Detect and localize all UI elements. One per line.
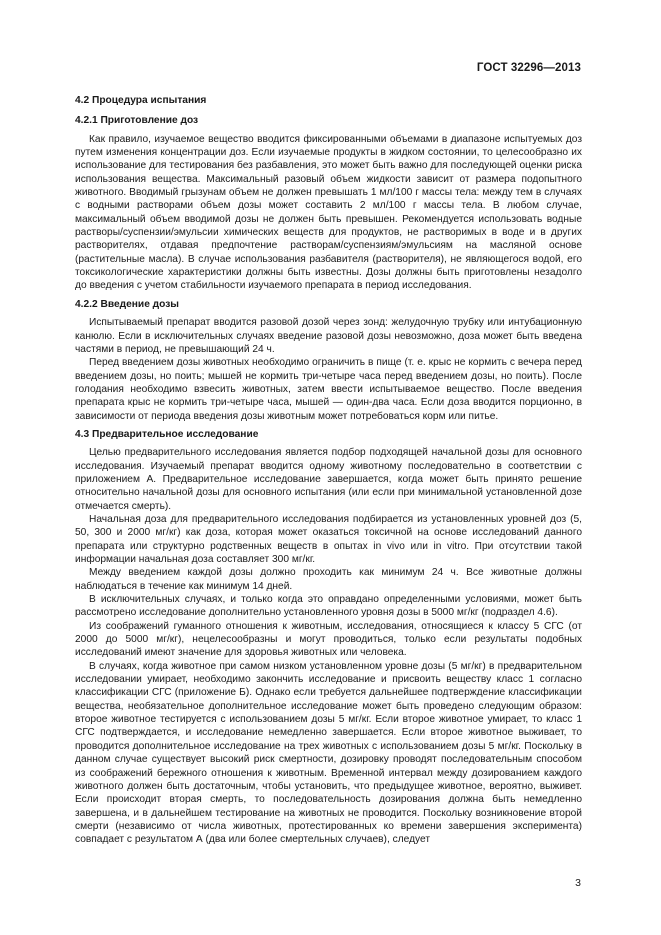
document-header: ГОСТ 32296—2013 xyxy=(476,62,581,74)
page-number: 3 xyxy=(575,877,581,889)
paragraph: Перед введением дозы животных необходимо ограничить в пище (т. е. крыс не кормить с вечера перед введением дозы, но поить; мышей не кормить три-четыре часа перед введением дозы, но поить). После голодания необходимо взвесить животных, затем ввести испытываемое вещество. После введения препарата крыс не кормить три-четыре часа, мышей — один-два часа. Если доза вводится порционно, в зависимости от периода введения дозы животным может потребоваться корм или питье. xyxy=(75,357,582,422)
paragraph: Как правило, изучаемое вещество вводится фиксированными объемами в диапазоне испытуемых доз путем изменения концентрации доз. Если изучаемые продукты в жидком состоянии, то целесообразно их использование для тестирования без разбавления, это может быть важно для последующей оценки риска использования вещества. Максимальный разовый объем жидкости зависит от размера подопытного животного. Вводимый грызунам объем не должен превышать 1 мл/100 г массы тела: между тем в случаях с водными растворами объем дозы может составить 2 мл/100 г массы тела. В любом случае, максимальный объем вводимой дозы не должен быть превышен. Рекомендуется использовать водные растворы/суспензии/эмульсии химических веществ для продуктов, не растворимых в воде и в других растворителях, отдавая предпочтение растворам/суспензиям/эмульсиям на масляной основе (растительные масла). В случае использования разбавителя (растворителя), не являющегося водой, его токсикологические характеристики должны быть известны. Дозы должны быть приготовлены незадолго до введения с учетом стабильности изучаемого препарата в период исследования. xyxy=(75,133,582,292)
paragraph: Начальная доза для предварительного исследования подбирается из установленных уровней доз (5, 50, 300 и 2000 мг/кг) как доза, которая может оказаться токсичной на основе исследований данного препарата или структурно родственных веществ в опытах in vivo или in vitro. При отсутствии такой информации начальная доза составляет 300 мг/кг. xyxy=(75,513,582,565)
paragraph: Испытываемый препарат вводится разовой дозой через зонд: желудочную трубку или интубационную канюлю. Если в исключительных случаях введение разовой дозы невозможно, доза может быть введена частями в период, не превышающий 24 ч. xyxy=(75,317,582,355)
section-4-2-heading: 4.2 Процедура испытания xyxy=(75,95,207,106)
paragraph: В исключительных случаях, и только когда это оправдано определенными условиями, может быть рассмотрено исследование дополнительно установленного уровня дозы в 5000 мг/кг (подраздел 4.6). xyxy=(75,594,582,619)
paragraph: В случаях, когда животное при самом низком установленном уровне дозы (5 мг/кг) в предварительном исследовании умирает, необходимо закончить исследование и присвоить веществу класс 1 согласно классификации СГС (приложение Б). Однако если требуется дальнейшее подтверждение классификации вещества, необязательное дополнительное исследование может быть проведено следующим образом: второе животное тестируется с использованием дозы 5 мг/кг. Если второе животное умирает, то класс 1 СГС подтверждается, и исследование немедленно завершается. Если второе животное выживает, то проводится дополнительное исследование на трех животных с использованием дозы 5 мг/кг. Поскольку в данном случае существует высокий риск смертности, дозировку проводят последовательным способом из соображений бережного отношения к животным. Временной интервал между дозированием каждого животного должен быть достаточным, чтобы установить, что предыдущее животное, вероятно, выживет. Если происходит вторая смерть, то последовательность дозирования должна быть немедленно завершена, и в дальнейшем тестирование на животных не проводится. Поскольку возникновение второй смерти (независимо от числа животных, протестированных ко времени завершения эксперимента) совпадает с результатом А (два или более смертельных случаев), следует xyxy=(75,660,582,846)
section-4-2-2-heading: 4.2.2 Введение дозы xyxy=(75,298,180,310)
document-body xyxy=(75,94,582,847)
paragraph: Из соображений гуманного отношения к животным, исследования, относящиеся к классу 5 СГС (от 2000 до 5000 мг/кг), нецелесообразны и могут проводиться, только если результаты подобных исследований имеют значение для здоровья животных или человека. xyxy=(75,620,582,659)
section-4-3-heading: 4.3 Предварительное исследование xyxy=(75,428,259,440)
paragraph: Целью предварительного исследования является подбор подходящей начальной дозы для основного исследования. Изучаемый препарат вводится одному животному последовательно в соответствии с приложением А. Предварительное исследование завершается, когда может быть принято решение относительно начальной дозы для основного испытания (или если при минимальной установленной дозе отмечается смерть). xyxy=(75,447,582,512)
paragraph: Между введением каждой дозы должно проходить как минимум 24 ч. Все животные должны наблюдаться в течение как минимум 14 дней. xyxy=(75,567,582,592)
section-4-2-1-heading: 4.2.1 Приготовление доз xyxy=(75,115,199,127)
